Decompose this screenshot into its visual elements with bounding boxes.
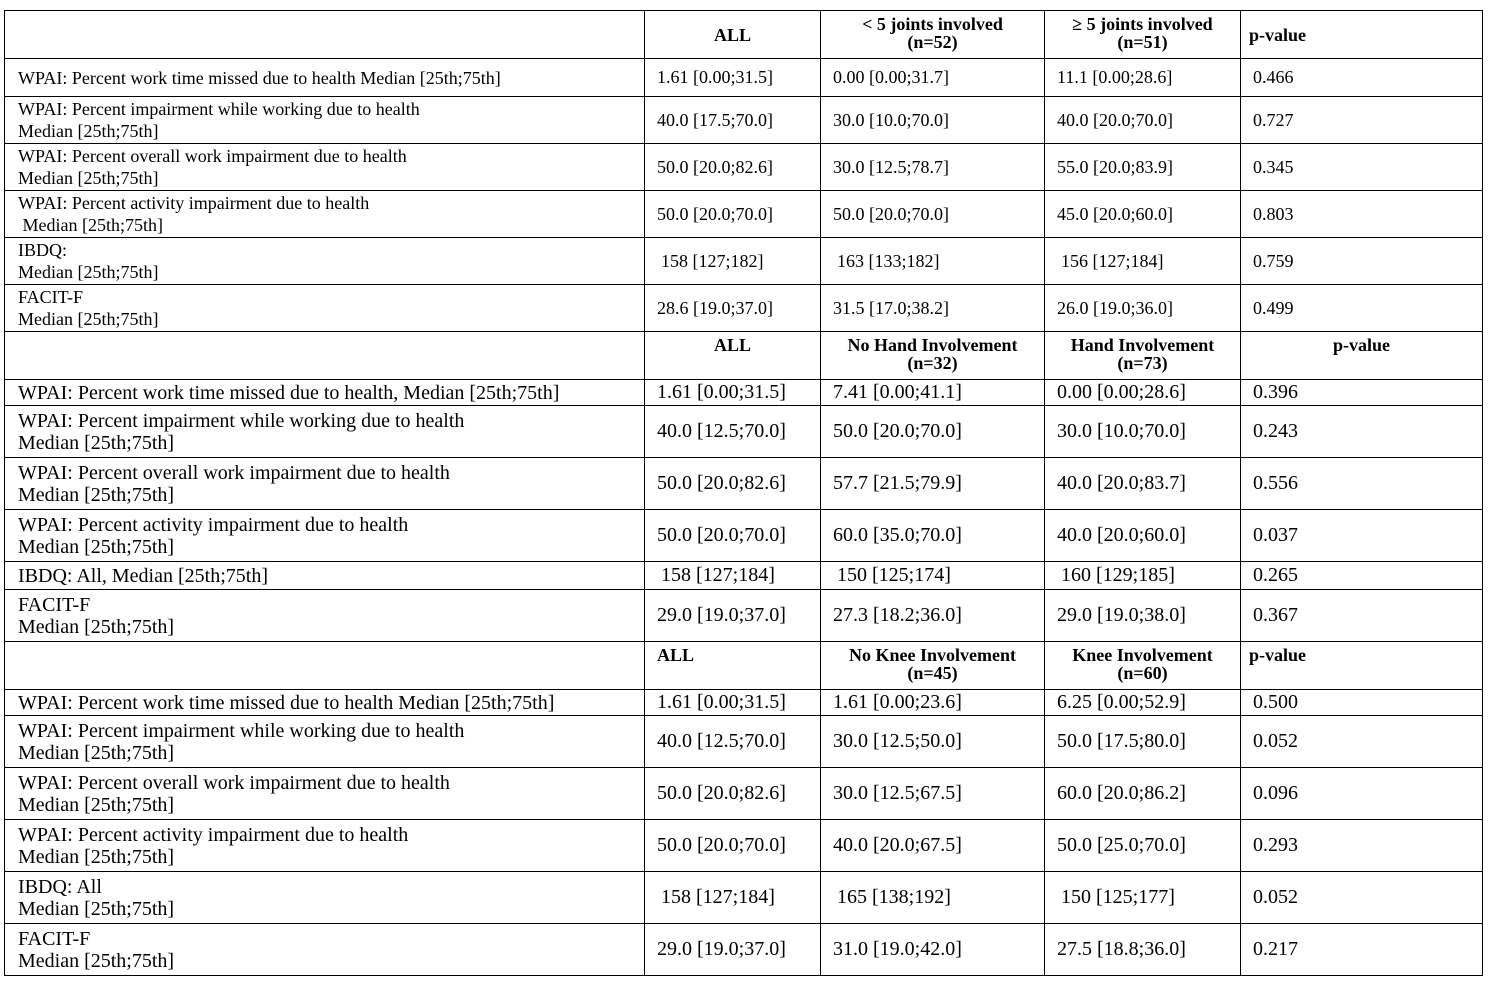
- row-label: [5, 924, 645, 976]
- cell-group-2: 55.0 [20.0;83.9]: [1045, 144, 1241, 191]
- results-table: [4, 10, 1483, 976]
- row-label: [5, 380, 645, 406]
- row-label-line-1: WPAI: Percent activity impairment due to health: [18, 823, 409, 846]
- cell-group-1: 27.3 [18.2;36.0]: [821, 590, 1045, 642]
- row-label-line-2: Median [25th;75th]: [18, 168, 159, 188]
- row-label-line-2: Median [25th;75th]: [18, 897, 175, 920]
- row-label-line-2: Median [25th;75th]: [18, 845, 175, 868]
- cell-group-2: 26.0 [19.0;36.0]: [1045, 285, 1241, 332]
- header-all: ALL: [645, 642, 821, 690]
- cell-group-1: 0.00 [0.00;31.7]: [821, 59, 1045, 97]
- cell-group-2: 45.0 [20.0;60.0]: [1045, 191, 1241, 238]
- cell-group-2: 27.5 [18.8;36.0]: [1045, 924, 1241, 976]
- row-label: [5, 820, 645, 872]
- header-group-2-n: (n=73): [1117, 353, 1168, 373]
- cell-group-1: 30.0 [10.0;70.0]: [821, 97, 1045, 144]
- row-label-line-1: WPAI: Percent activity impairment due to health: [18, 193, 370, 213]
- row-label: [5, 590, 645, 642]
- section-3-header: [5, 642, 1483, 690]
- section-2-header: [5, 332, 1483, 380]
- cell-all: 50.0 [20.0;70.0]: [645, 191, 821, 238]
- cell-p-value: 0.499: [1241, 285, 1483, 332]
- row-label-line-1: WPAI: Percent work time missed due to health Median [25th;75th]: [18, 67, 501, 88]
- cell-group-2: 160 [129;185]: [1045, 562, 1241, 590]
- cell-p-value: 0.727: [1241, 97, 1483, 144]
- row-label: [5, 768, 645, 820]
- table-row: [5, 590, 1483, 642]
- table-row: [5, 59, 1483, 97]
- table-row: [5, 690, 1483, 716]
- header-group-1-n: (n=45): [907, 663, 958, 683]
- row-label-line-1: WPAI: Percent work time missed due to health, Median [25th;75th]: [18, 381, 560, 404]
- cell-all: 50.0 [20.0;70.0]: [645, 510, 821, 562]
- cell-group-2: 0.00 [0.00;28.6]: [1045, 380, 1241, 406]
- cell-group-2: 60.0 [20.0;86.2]: [1045, 768, 1241, 820]
- cell-group-1: 50.0 [20.0;70.0]: [821, 191, 1045, 238]
- cell-p-value: 0.052: [1241, 872, 1483, 924]
- cell-all: 29.0 [19.0;37.0]: [645, 590, 821, 642]
- cell-group-2: 11.1 [0.00;28.6]: [1045, 59, 1241, 97]
- header-p-value: p-value: [1241, 11, 1483, 59]
- cell-p-value: 0.037: [1241, 510, 1483, 562]
- table-row: [5, 458, 1483, 510]
- cell-p-value: 0.243: [1241, 406, 1483, 458]
- row-label-line-2: Median [25th;75th]: [18, 121, 159, 141]
- cell-group-2: 29.0 [19.0;38.0]: [1045, 590, 1241, 642]
- header-blank: [5, 332, 645, 380]
- cell-all: 158 [127;184]: [645, 562, 821, 590]
- cell-group-1: 31.0 [19.0;42.0]: [821, 924, 1045, 976]
- cell-p-value: 0.466: [1241, 59, 1483, 97]
- cell-group-2: 6.25 [0.00;52.9]: [1045, 690, 1241, 716]
- cell-group-1: 30.0 [12.5;78.7]: [821, 144, 1045, 191]
- cell-group-2: 50.0 [25.0;70.0]: [1045, 820, 1241, 872]
- row-label: [5, 238, 645, 285]
- cell-group-1: 165 [138;192]: [821, 872, 1045, 924]
- header-group-1: [821, 642, 1045, 690]
- cell-p-value: 0.217: [1241, 924, 1483, 976]
- cell-group-2: 40.0 [20.0;70.0]: [1045, 97, 1241, 144]
- row-label-line-1: WPAI: Percent work time missed due to health Median [25th;75th]: [18, 691, 555, 714]
- row-label-line-1: FACIT-F: [18, 593, 91, 616]
- header-all: ALL: [645, 332, 821, 380]
- row-label-line-1: IBDQ: All, Median [25th;75th]: [18, 564, 268, 587]
- cell-p-value: 0.500: [1241, 690, 1483, 716]
- header-group-2: [1045, 11, 1241, 59]
- cell-p-value: 0.396: [1241, 380, 1483, 406]
- cell-all: 1.61 [0.00;31.5]: [645, 59, 821, 97]
- cell-group-2: 40.0 [20.0;60.0]: [1045, 510, 1241, 562]
- cell-all: 50.0 [20.0;82.6]: [645, 144, 821, 191]
- cell-group-2: 50.0 [17.5;80.0]: [1045, 716, 1241, 768]
- table-row: [5, 144, 1483, 191]
- table-row: [5, 872, 1483, 924]
- table-row: [5, 510, 1483, 562]
- row-label-line-1: WPAI: Percent activity impairment due to health: [18, 513, 409, 536]
- row-label: [5, 59, 645, 97]
- cell-all: 40.0 [17.5;70.0]: [645, 97, 821, 144]
- row-label-line-2: Median [25th;75th]: [18, 483, 175, 506]
- row-label-line-2: Median [25th;75th]: [18, 949, 175, 972]
- cell-p-value: 0.556: [1241, 458, 1483, 510]
- cell-all: 158 [127;184]: [645, 872, 821, 924]
- row-label: [5, 191, 645, 238]
- header-blank: [5, 642, 645, 690]
- row-label: [5, 562, 645, 590]
- table-row: [5, 238, 1483, 285]
- cell-group-1: 40.0 [20.0;67.5]: [821, 820, 1045, 872]
- header-all: ALL: [645, 11, 821, 59]
- header-group-1: [821, 332, 1045, 380]
- table-row: [5, 924, 1483, 976]
- header-group-1-label: < 5 joints involved: [862, 14, 1003, 34]
- row-label-line-1: FACIT-F: [18, 927, 91, 950]
- table-row: [5, 406, 1483, 458]
- header-group-2-label: ≥ 5 joints involved: [1072, 14, 1213, 34]
- table-row: [5, 716, 1483, 768]
- cell-p-value: 0.345: [1241, 144, 1483, 191]
- header-p-value: p-value: [1241, 332, 1483, 380]
- cell-all: 28.6 [19.0;37.0]: [645, 285, 821, 332]
- header-group-1-label: No Hand Involvement: [847, 335, 1018, 355]
- header-group-2-n: (n=60): [1117, 663, 1168, 683]
- row-label-line-1: WPAI: Percent impairment while working due to health: [18, 99, 420, 119]
- cell-group-2: 150 [125;177]: [1045, 872, 1241, 924]
- cell-p-value: 0.759: [1241, 238, 1483, 285]
- cell-group-2: 30.0 [10.0;70.0]: [1045, 406, 1241, 458]
- table-row: [5, 820, 1483, 872]
- row-label-line-1: WPAI: Percent impairment while working due to health: [18, 719, 465, 742]
- row-label: [5, 285, 645, 332]
- row-label-line-1: IBDQ: All: [18, 875, 102, 898]
- row-label: [5, 458, 645, 510]
- cell-group-1: 31.5 [17.0;38.2]: [821, 285, 1045, 332]
- row-label: [5, 510, 645, 562]
- row-label: [5, 406, 645, 458]
- cell-all: 50.0 [20.0;70.0]: [645, 820, 821, 872]
- cell-group-1: 163 [133;182]: [821, 238, 1045, 285]
- table-row: [5, 97, 1483, 144]
- row-label-line-2: Median [25th;75th]: [18, 309, 159, 329]
- cell-all: 1.61 [0.00;31.5]: [645, 690, 821, 716]
- header-group-1-n: (n=32): [907, 353, 958, 373]
- row-label-line-1: FACIT-F: [18, 287, 84, 307]
- cell-group-1: 150 [125;174]: [821, 562, 1045, 590]
- table-row: [5, 768, 1483, 820]
- row-label-line-1: WPAI: Percent impairment while working due to health: [18, 409, 465, 432]
- cell-all: 29.0 [19.0;37.0]: [645, 924, 821, 976]
- header-group-2-n: (n=51): [1117, 32, 1168, 52]
- row-label: [5, 872, 645, 924]
- cell-all: 1.61 [0.00;31.5]: [645, 380, 821, 406]
- row-label-line-2: Median [25th;75th]: [18, 615, 175, 638]
- row-label-line-2: Median [25th;75th]: [18, 793, 175, 816]
- row-label-line-2: Median [25th;75th]: [18, 431, 175, 454]
- cell-group-1: 57.7 [21.5;79.9]: [821, 458, 1045, 510]
- header-blank: [5, 11, 645, 59]
- cell-group-1: 30.0 [12.5;50.0]: [821, 716, 1045, 768]
- row-label: [5, 716, 645, 768]
- cell-p-value: 0.052: [1241, 716, 1483, 768]
- header-group-2: [1045, 332, 1241, 380]
- table-row: [5, 285, 1483, 332]
- cell-group-1: 50.0 [20.0;70.0]: [821, 406, 1045, 458]
- cell-all: 50.0 [20.0;82.6]: [645, 768, 821, 820]
- cell-all: 158 [127;182]: [645, 238, 821, 285]
- cell-all: 40.0 [12.5;70.0]: [645, 716, 821, 768]
- header-group-2: [1045, 642, 1241, 690]
- row-label: [5, 144, 645, 191]
- header-p-value: p-value: [1241, 642, 1483, 690]
- header-group-1-n: (n=52): [907, 32, 958, 52]
- row-label-line-2: Median [25th;75th]: [18, 741, 175, 764]
- row-label-line-1: WPAI: Percent overall work impairment due to health: [18, 146, 407, 166]
- cell-group-1: 7.41 [0.00;41.1]: [821, 380, 1045, 406]
- cell-group-1: 30.0 [12.5;67.5]: [821, 768, 1045, 820]
- row-label-line-2: Median [25th;75th]: [18, 535, 175, 558]
- header-group-1: [821, 11, 1045, 59]
- cell-group-2: 40.0 [20.0;83.7]: [1045, 458, 1241, 510]
- row-label-line-2: Median [25th;75th]: [18, 215, 163, 235]
- header-group-1-label: No Knee Involvement: [849, 645, 1016, 665]
- section-1-header: [5, 11, 1483, 59]
- cell-group-1: 1.61 [0.00;23.6]: [821, 690, 1045, 716]
- row-label: [5, 690, 645, 716]
- cell-p-value: 0.265: [1241, 562, 1483, 590]
- cell-p-value: 0.803: [1241, 191, 1483, 238]
- row-label-line-1: WPAI: Percent overall work impairment due to health: [18, 461, 450, 484]
- table-row: [5, 380, 1483, 406]
- table-row: [5, 562, 1483, 590]
- cell-group-1: 60.0 [35.0;70.0]: [821, 510, 1045, 562]
- row-label: [5, 97, 645, 144]
- cell-p-value: 0.367: [1241, 590, 1483, 642]
- cell-all: 50.0 [20.0;82.6]: [645, 458, 821, 510]
- table-row: [5, 191, 1483, 238]
- row-label-line-1: IBDQ:: [18, 240, 67, 260]
- row-label-line-1: WPAI: Percent overall work impairment due to health: [18, 771, 450, 794]
- cell-p-value: 0.096: [1241, 768, 1483, 820]
- cell-p-value: 0.293: [1241, 820, 1483, 872]
- row-label-line-2: Median [25th;75th]: [18, 262, 159, 282]
- header-group-2-label: Knee Involvement: [1072, 645, 1213, 665]
- cell-all: 40.0 [12.5;70.0]: [645, 406, 821, 458]
- cell-group-2: 156 [127;184]: [1045, 238, 1241, 285]
- header-group-2-label: Hand Involvement: [1070, 335, 1215, 355]
